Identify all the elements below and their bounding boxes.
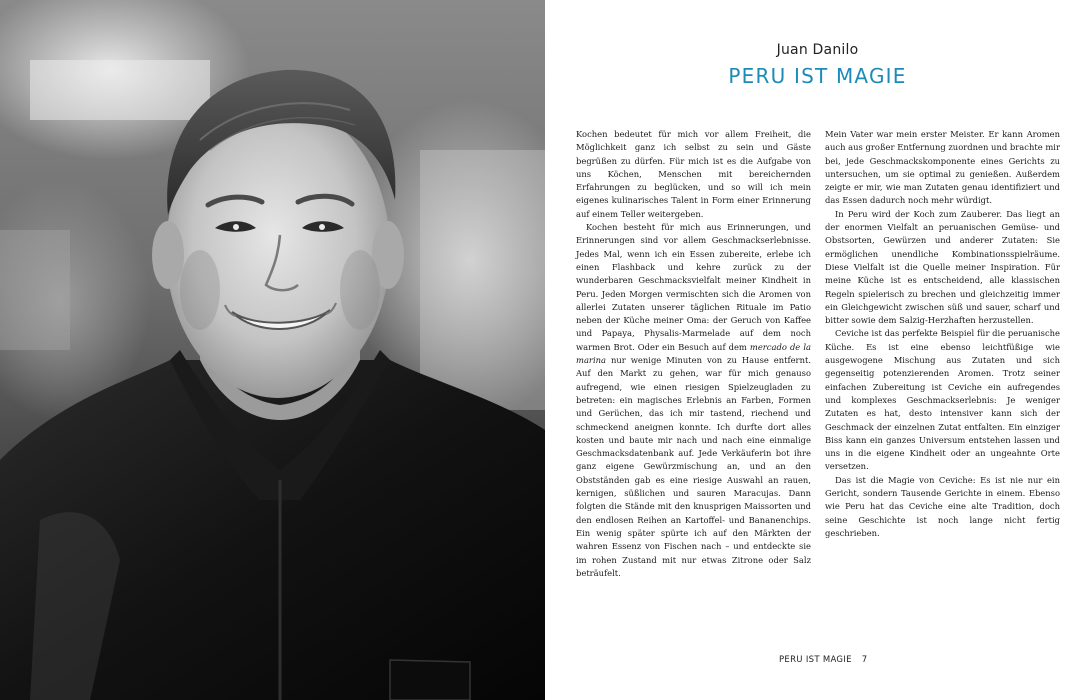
paragraph: Mein Vater war mein erster Meister. Er kann Aromen auch aus großer Entfernung zuordnen und brachte mir bei, jede Geschmackskomponente eines Gerichts zu untersuchen, um sie optimal zu genießen. Außerdem zeigte er mir, wie man Zutaten genau identifiziert und das Essen dadurch noch mehr würdigt.	[825, 129, 1060, 206]
page-number: 7	[861, 655, 868, 665]
right-column	[825, 128, 1060, 580]
italic-phrase: mercado de la marina	[576, 341, 811, 366]
paragraph: Kochen bedeutet für mich vor allem Freiheit, die Möglichkeit ganz ich selbst zu sein und Gäste begrüßen zu dürfen. Für mich ist es die Aufgabe von uns Köchen, Menschen mit bereichernden Erfahrungen zu beglücken, und so will ich mein eigenes kulinarisches Talent in Form einer Erinnerung auf einem Teller weitergeben.	[576, 129, 811, 219]
paragraph: Ceviche ist das perfekte Beispiel für die peruanische Küche. Es ist eine ebenso leichtfüßige wie ausgewogene Mischung aus Zutaten und sich gegenseitig potenzierenden Aromen. Trotz seiner einfachen Zubereitung ist Ceviche ein aufregendes und komplexes Geschmackserlebnis: Je weniger Zutaten es hat, desto intensiver kann sich der Geschmack der einzelnen Zutat entfalten. Ein einziger Biss kann ein ganzes Universum entstehen lassen und uns in die eigene Kindheit oder an ungeahnte Orte versetzen.	[825, 328, 1060, 472]
body-columns	[576, 128, 1060, 580]
running-title: PERU IST MAGIE	[779, 655, 852, 665]
paragraph: Kochen besteht für mich aus Erinnerungen, und Erinnerungen sind vor allem Geschmackserlebnisse. Jedes Mal, wenn ich ein Essen zubereite, erlebe ich einen Flashback und kehre zurück zu der wunderbaren Geschmacksvielfalt meiner Kindheit in Peru. Jeden Morgen vermischten sich die Aromen von allerlei Zutaten unserer täglichen Rituale im Patio neben der Küche meiner Oma: der Geruch von Kaffee und Papaya, Physalis-Marmelade auf dem noch warmen Brot. Oder ein Besuch auf dem mercado de la marina nur wenige Minuten von zu Hause entfernt. Auf den Markt zu gehen, war für mich genauso aufregend, wie einen riesigen Spielzeugladen zu betreten: ein magisches Erlebnis an Farben, Formen und Gerüchen, das ich mir tastend, riechend und schmeckend aneignen konnte. Ich durfte dort alles kosten und baute mir nach und nach eine einmalige Geschmacksdatenbank auf. Jede Verkäuferin bot ihre ganz eigene Gewürzmischung an, und an den Obstständen gab es eine riesige Auswahl an rauen, kernigen, süßlichen und sauren Maracujas. Dann folgten die Stände mit den knusprigen Maissorten und den endlosen Reihen an Kartoffel- und Bananenchips. Ein wenig später spürte ich auf den Märkten der wahren Essenz von Fischen nach – und entdeckte sie im rohen Zustand mit nur etwas Zitrone oder Salz beträufelt.	[576, 222, 811, 578]
chapter-title: PERU IST MAGIE	[728, 64, 907, 88]
paragraph: Das ist die Magie von Ceviche: Es ist nie nur ein Gericht, sondern Tausende Gerichte in einem. Ebenso wie Peru hat das Ceviche eine alte Tradition, doch seine Geschichte ist noch lange nicht fertig geschrieben.	[825, 474, 1060, 538]
paragraph: In Peru wird der Koch zum Zauberer. Das liegt an der enormen Vielfalt an peruanischen Gemüse- und Obstsorten, Gewürzen und anderer Zutaten: Sie ermöglichen unendliche Kombinationsspielräume. Diese Vielfalt ist die Quelle meiner Inspiration. Für meine Küche ist es entscheidend, alle klassischen Regeln spielerisch zu brechen und gleichzeitig immer ein Gleichgewicht zwischen süß und sauer, scharf und bitter sowie dem Salzig-Herzhaften herzustellen.	[825, 208, 1060, 326]
text-page	[545, 0, 1090, 700]
page-footer	[779, 655, 868, 665]
author-name: Juan Danilo	[776, 42, 859, 58]
left-column	[576, 128, 811, 580]
